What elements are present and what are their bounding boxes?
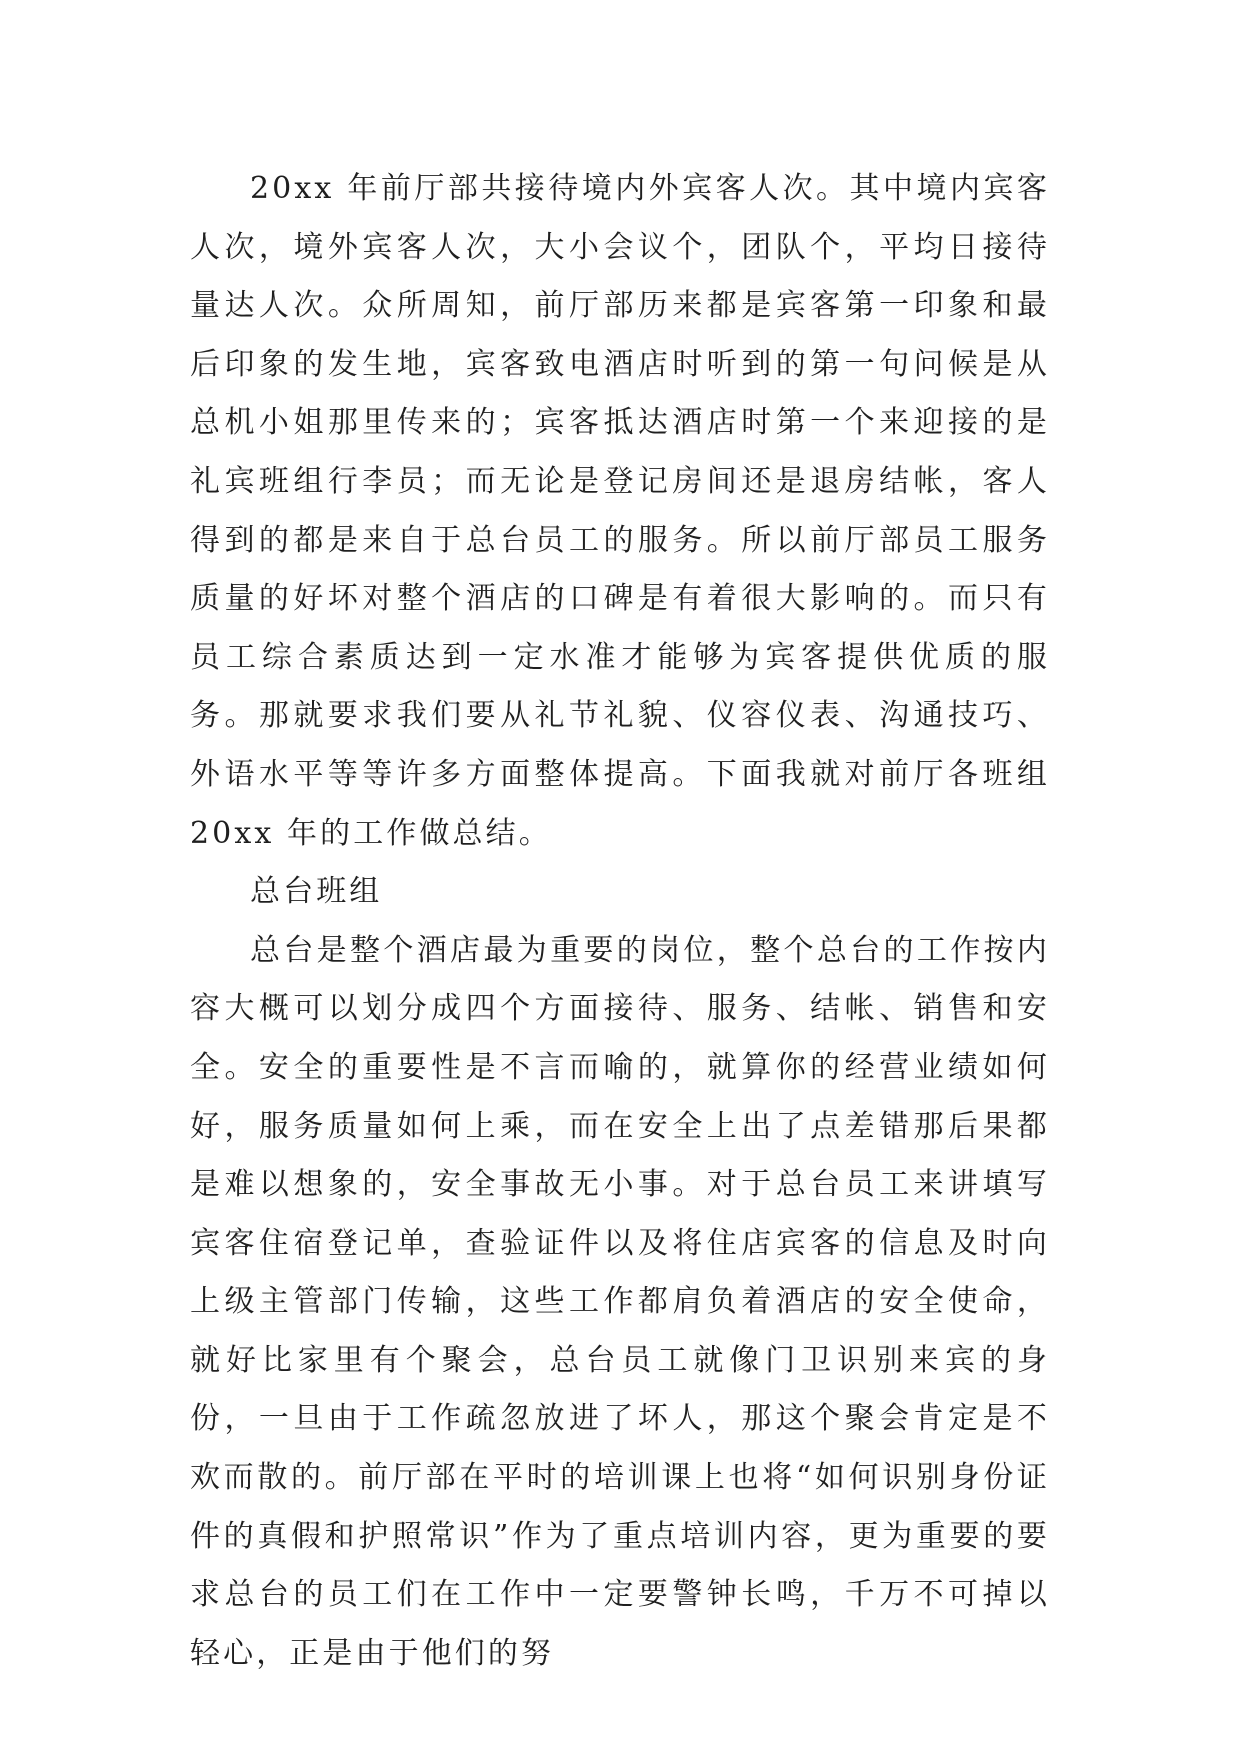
- section-heading-front-desk-team: 总台班组: [250, 874, 383, 910]
- paragraph-summary-intro: 20xx 年前厅部共接待境内外宾客人次。其中境内宾客人次，境外宾客人次，大小会议个，团队个，平均日接待量达人次。众所周知，前厅部历来都是宾客第一印象和最后印象的发生地，宾客致电酒店时听到的第一句问候是从总机小姐那里传来的；宾客抵达酒店时第一个来迎接的是礼宾班组行李员；而无论是登记房间还是退房结帐，客人得到的都是来自于总台员工的服务。所以前厅部员工服务质量的好坏对整个酒店的口碑是有着很大影响的。而只有员工综合素质达到一定水准才能够为宾客提供优质的服务。那就要求我们要从礼节礼貌、仪容仪表、沟通技巧、外语水平等等许多方面整体提高。下面我就对前厅各班组 20xx 年的工作做总结。: [190, 171, 1050, 851]
- paragraph-front-desk-duties: 总台是整个酒店最为重要的岗位，整个总台的工作按内容大概可以划分成四个方面接待、服务、结帐、销售和安全。安全的重要性是不言而喻的，就算你的经营业绩如何好，服务质量如何上乘，而在安全上出了点差错那后果都是难以想象的，安全事故无小事。对于总台员工来讲填写宾客住宿登记单，查验证件以及将住店宾客的信息及时向上级主管部门传输，这些工作都肩负着酒店的安全使命，就好比家里有个聚会，总台员工就像门卫识别来宾的身份，一旦由于工作疏忽放进了坏人，那这个聚会肯定是不欢而散的。前厅部在平时的培训课上也将“如何识别身份证件的真假和护照常识”作为了重点培训内容，更为重要的要求总台的员工们在工作中一定要警钟长鸣，千万不可掉以轻心，正是由于他们的努: [190, 932, 1050, 1671]
- document-body: [190, 160, 1050, 1683]
